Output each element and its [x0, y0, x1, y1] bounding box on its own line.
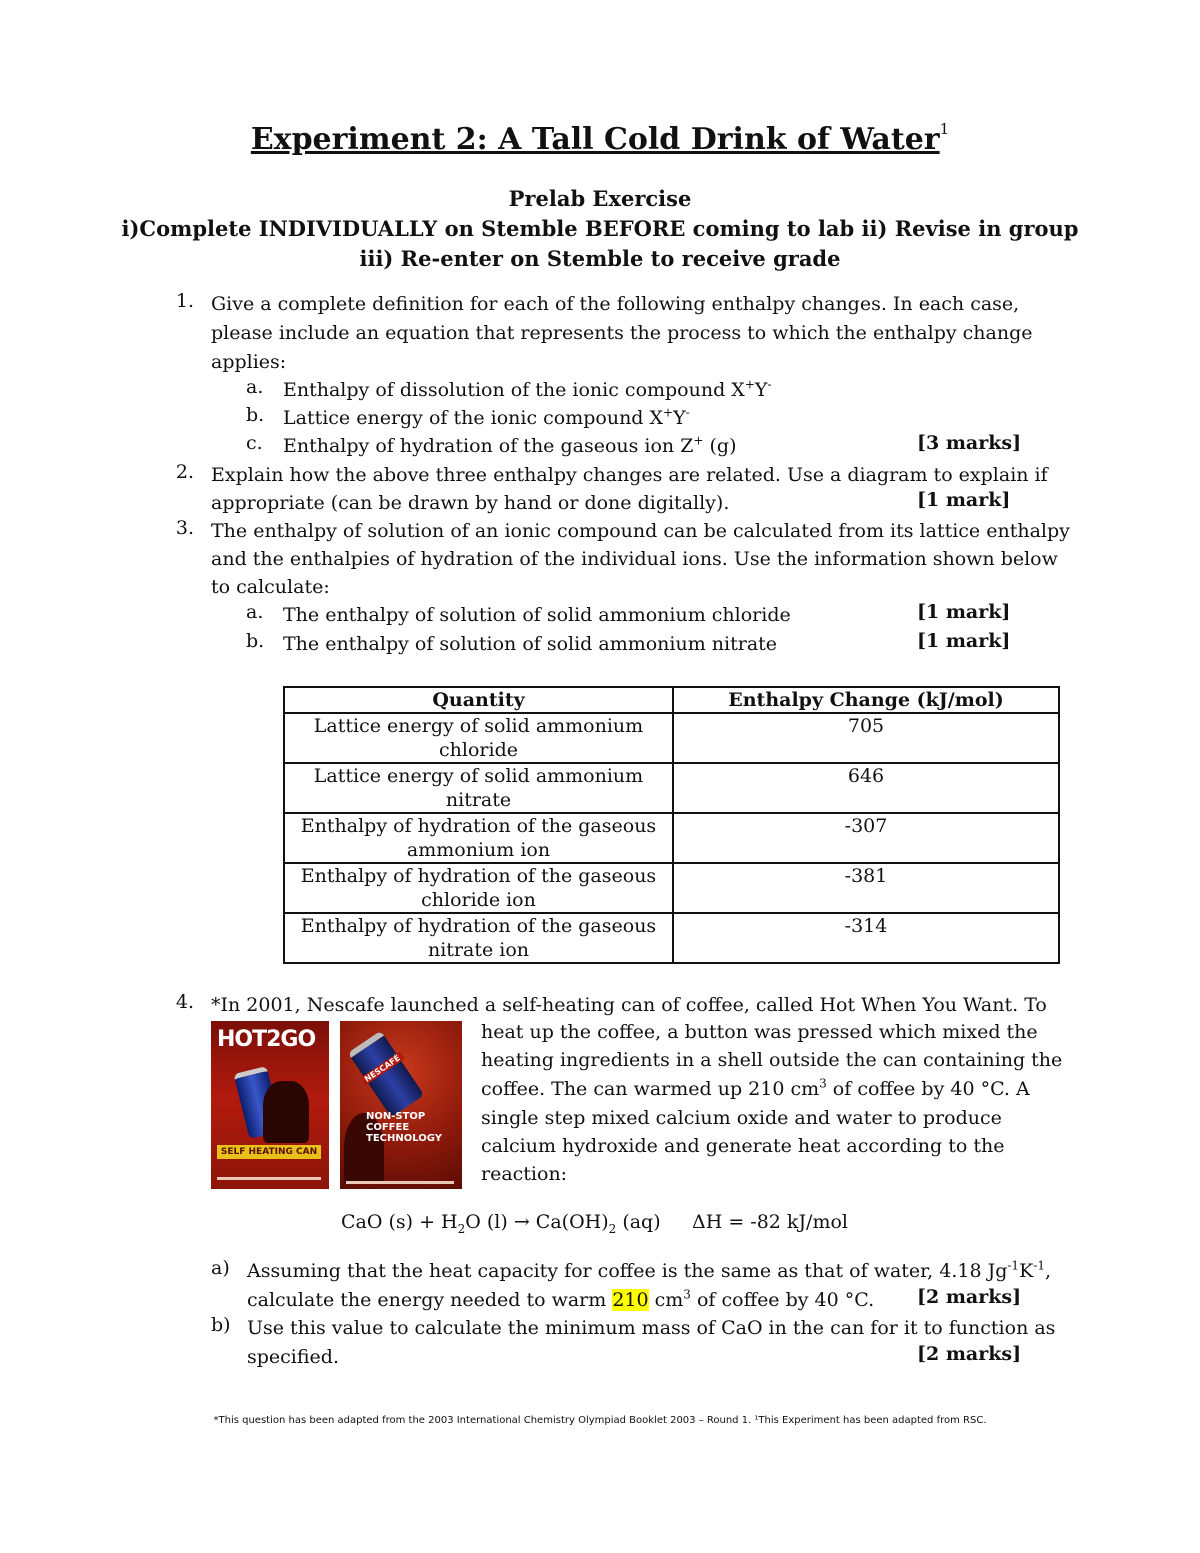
footnote: *This question has been adapted from the 2003 International Chemistry Olympiad Booklet 2003 – Round 1. ¹This Experiment has been adapted from RSC. — [213, 1415, 987, 1426]
table-row: Lattice energy of solid ammonium nitrate 646 — [284, 763, 1059, 813]
table-header-row — [284, 687, 1059, 713]
highlighted-value: 210 — [612, 1289, 649, 1311]
table-row: Enthalpy of hydration of the gaseous chloride ion -381 — [284, 863, 1059, 913]
prelab-heading: Prelab Exercise — [508, 186, 692, 211]
column-header-quantity: Quantity — [284, 687, 673, 713]
hot2go-ad-image: HOT2GO SELF HEATING CAN — [211, 1021, 329, 1189]
prelab-instructions-2: iii) Re-enter on Stemble to receive grade — [359, 246, 841, 271]
column-header-enthalpy: Enthalpy Change (kJ/mol) — [673, 687, 1059, 713]
page-title: Experiment 2: A Tall Cold Drink of Water$^1$ — [250, 120, 950, 157]
reaction-enthalpy: ΔH = -82 kJ/mol — [692, 1211, 848, 1233]
prelab-header — [0, 184, 1200, 274]
q2-marks: [1 mark] — [917, 489, 1011, 511]
table-row: Enthalpy of hydration of the gaseous ammonium ion -307 — [284, 813, 1059, 863]
table-row: Enthalpy of hydration of the gaseous nitrate ion -314 — [284, 913, 1059, 963]
q1-part-c: Enthalpy of hydration of the gaseous ion Z+ (g) — [283, 433, 737, 457]
q1-part-b: Lattice energy of the ionic compound X+Y- — [283, 405, 690, 429]
table-row: Lattice energy of solid ammonium chloride 705 — [284, 713, 1059, 763]
prelab-instructions-1: i)Complete INDIVIDUALLY on Stemble BEFORE coming to lab ii) Revise in group — [121, 216, 1079, 241]
nescafe-ad-image: NESCAFÉ NON-STOP COFFEE TECHNOLOGY — [340, 1021, 462, 1189]
enthalpy-table — [283, 686, 1060, 964]
q1-part-a: Enthalpy of dissolution of the ionic compound X+Y- — [283, 377, 772, 401]
q1-marks: [3 marks] — [917, 432, 1022, 454]
nescafe-can-graphic: NESCAFÉ — [348, 1030, 425, 1117]
reaction-equation: CaO $(s) + H_2O$ $(l) \to Ca(OH)_2$ (aq) — [341, 1211, 661, 1236]
figure-silhouette — [263, 1081, 309, 1143]
worksheet-page: Experiment 2: A Tall Cold Drink of Water$^1$ Prelab Exercise i)Complete INDIVIDUALLY on Stemble BEFORE coming to lab ii) Revise in group iii) Re-enter on Stemble to receive grade 1. Give a complete definition for each of the following enthalpy changes. In each case, please include an equation that represents the process to which the enthalpy change applies: a. Enthalpy of dissolution of the ionic compound X+Y- b. Lattice energy of the ionic compound X+Y- c. Enthalpy of hydration of the gaseous ion Z+ (g) [3 marks] 2. Explain how the above three enthalpy changes are related. Use a diagram to explain if appropriate (can be drawn by hand or done digitally). [1 mark] 3. The enthalpy of solution of an ionic compound can be calculated from its lattice enthalpy and the enthalpies of hydration of the individual ions. Use the information shown below to calculate: a. The enthalpy of solution of solid ammonium chloride [1 mark] b. The enthalpy of solution of solid ammonium nitrate [1 mark] Quantity Enthalpy Change (kJ/mol) Lattice energy of solid ammonium chloride 705 Lattice energy of solid ammonium nitrate 646 Enthalpy of hydration of the gaseous ammonium ion -307 Enthalpy of hydration of the gaseous chloride ion -381 Enthalpy of hydration of the gaseous nitrate ion -314 4. *In 2001, Nescafe launched a self-heating can of coffee, called Hot When You Want. To HOT2GO SELF HEATING CAN NESCAFÉ NON-STOP COFFEE TECHNOLOGY heat up the coffee, a button was pressed which mixed the heating ingredients in a shell outside the can containing the coffee. The can warmed up 210 $cm^3$ of coffee by 40 °C. A single step mixed calcium oxide and water to produce calcium hydroxide and generate heat according to the reaction: CaO $(s) + H_2O$ $(l) \to Ca(OH)_2$ (aq) ΔH = -82 kJ/mol a) Assuming that the heat capacity for coffee is the same as that of water, 4.18 $Jg^{-1}K^{-1}$, calculate the energy needed to warm 210 $cm^3$ of coffee by 40 °C. [2 marks] b) Use this value to calculate the minimum mass of CaO in the can for it to function as specified. [2 marks] *This question has been adapted from the 2003 International Chemistry Olympiad Booklet 2003 – Round 1. ¹This Experiment has been adapted from RSC. — [0, 0, 1200, 1553]
